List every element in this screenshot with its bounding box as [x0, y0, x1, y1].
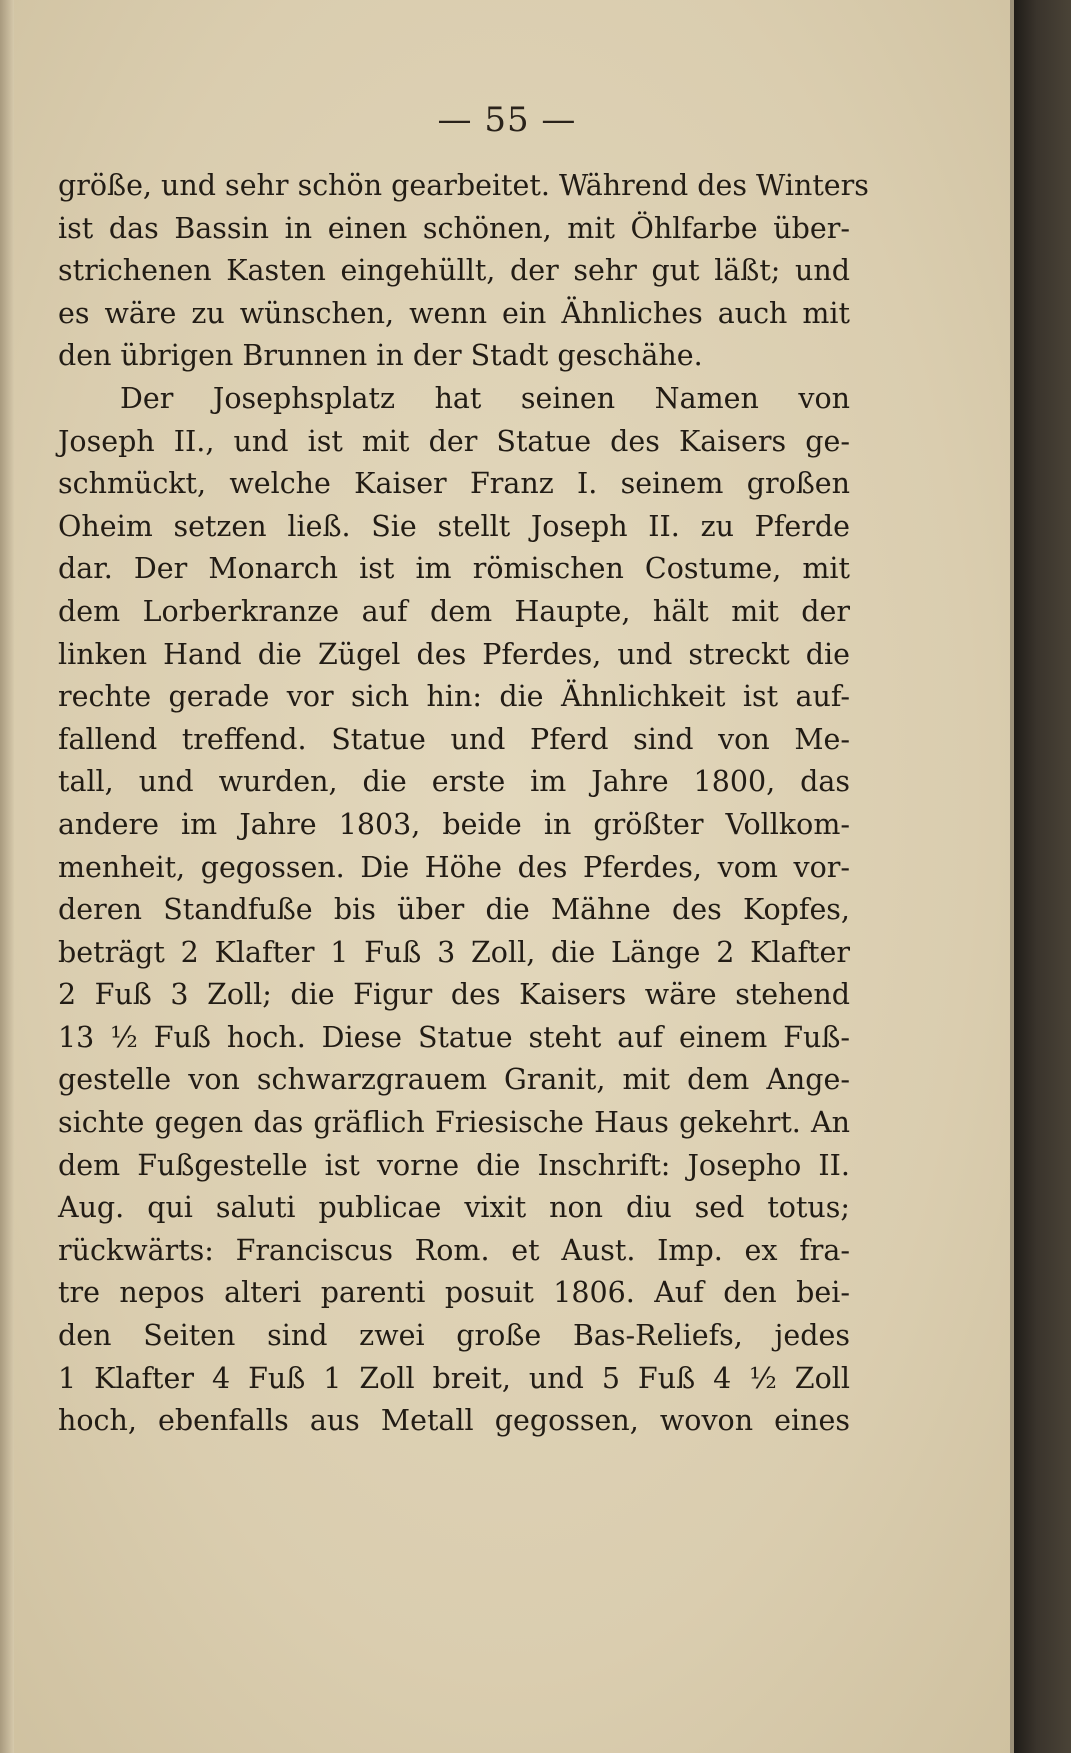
text-line: strichenen Kasten eingehüllt, der sehr gut läßt; und: [58, 254, 850, 288]
text-line: linken Hand die Zügel des Pferdes, und streckt die: [58, 637, 850, 671]
text-line: ist das Bassin in einen schönen, mit Öhlfarbe über-: [58, 211, 850, 245]
text-line: menheit, gegossen. Die Höhe des Pferdes, vom vor-: [58, 850, 850, 884]
text-line: andere im Jahre 1803, beide in größter Vollkom-: [58, 807, 850, 841]
text-line: Oheim setzen ließ. Sie stellt Joseph II. zu Pferde: [58, 509, 850, 543]
text-line: Joseph II., und ist mit der Statue des Kaisers ge-: [58, 424, 850, 458]
text-line: sichte gegen das gräflich Friesische Haus gekehrt. An: [58, 1106, 850, 1140]
page-left-edge: [0, 0, 14, 1753]
text-line: 1 Klafter 4 Fuß 1 Zoll breit, und 5 Fuß 4 ½ Zoll: [58, 1361, 850, 1395]
text-line: dar. Der Monarch ist im römischen Costume, mit: [58, 552, 850, 586]
text-line: deren Standfuße bis über die Mähne des Kopfes,: [58, 893, 850, 927]
text-line: es wäre zu wünschen, wenn ein Ähnliches auch mit: [58, 296, 850, 330]
text-line: rechte gerade vor sich hin: die Ähnlichkeit ist auf-: [58, 680, 850, 714]
text-line: beträgt 2 Klafter 1 Fuß 3 Zoll, die Länge 2 Klafter: [58, 935, 850, 969]
text-line: den Seiten sind zwei große Bas-Reliefs, jedes: [58, 1319, 850, 1353]
text-line: gestelle von schwarzgrauem Granit, mit dem Ange-: [58, 1063, 850, 1097]
text-line: Der Josephsplatz hat seinen Namen von: [120, 381, 850, 415]
text-line: hoch, ebenfalls aus Metall gegossen, wovon eines: [58, 1404, 850, 1438]
text-line: tall, und wurden, die erste im Jahre 1800, das: [58, 765, 850, 799]
text-line: den übrigen Brunnen in der Stadt geschähe.: [58, 339, 703, 373]
text-line: 13 ½ Fuß hoch. Diese Statue steht auf einem Fuß-: [58, 1020, 850, 1054]
text-line: dem Fußgestelle ist vorne die Inschrift: Josepho II.: [58, 1148, 850, 1182]
text-line: schmückt, welche Kaiser Franz I. seinem großen: [58, 467, 850, 501]
text-line: Aug. qui saluti publicae vixit non diu sed totus;: [58, 1191, 850, 1225]
text-line: dem Lorberkranze auf dem Haupte, hält mit der: [58, 594, 850, 628]
text-line: größe, und sehr schön gearbeitet. Während des Winters: [58, 169, 869, 202]
text-line: tre nepos alteri parenti posuit 1806. Auf den bei-: [58, 1276, 850, 1310]
text-line: fallend treffend. Statue und Pferd sind von Me-: [58, 722, 850, 756]
book-gutter-shadow: [1014, 0, 1071, 1753]
text-line: rückwärts: Franciscus Rom. et Aust. Imp. ex fra-: [58, 1233, 850, 1267]
body-text: [58, 165, 869, 1443]
text-line: 2 Fuß 3 Zoll; die Figur des Kaisers wäre stehend: [58, 978, 850, 1012]
page-number-header: — 55 —: [437, 100, 577, 140]
